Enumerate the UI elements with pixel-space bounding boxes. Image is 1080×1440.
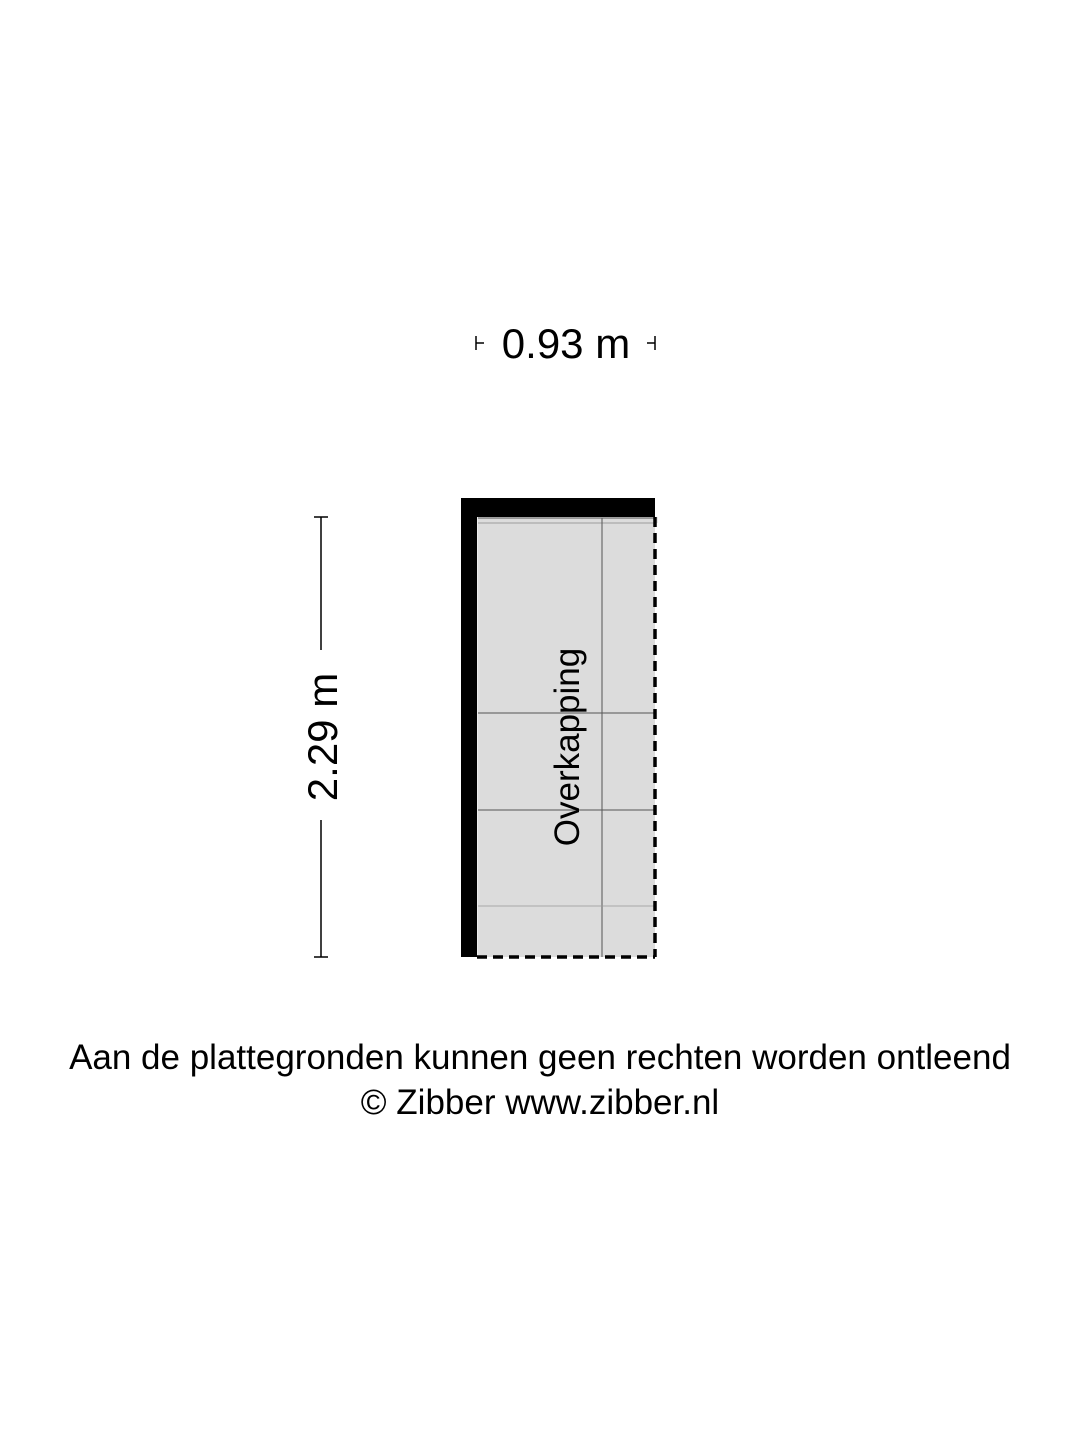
height-dimension-label: 2.29 m	[299, 672, 346, 802]
width-dimension-label: 0.93 m	[501, 320, 631, 367]
room-label: Overkapping	[548, 647, 587, 847]
copyright-text: © Zibber www.zibber.nl	[360, 1083, 720, 1122]
disclaimer-text: Aan de plattegronden kunnen geen rechten worden ontleend	[69, 1038, 1011, 1077]
wall-left	[461, 498, 477, 957]
wall-top	[461, 498, 655, 517]
width-dimension	[476, 320, 655, 367]
height-dimension	[299, 517, 346, 957]
room-overkapping	[461, 498, 658, 957]
